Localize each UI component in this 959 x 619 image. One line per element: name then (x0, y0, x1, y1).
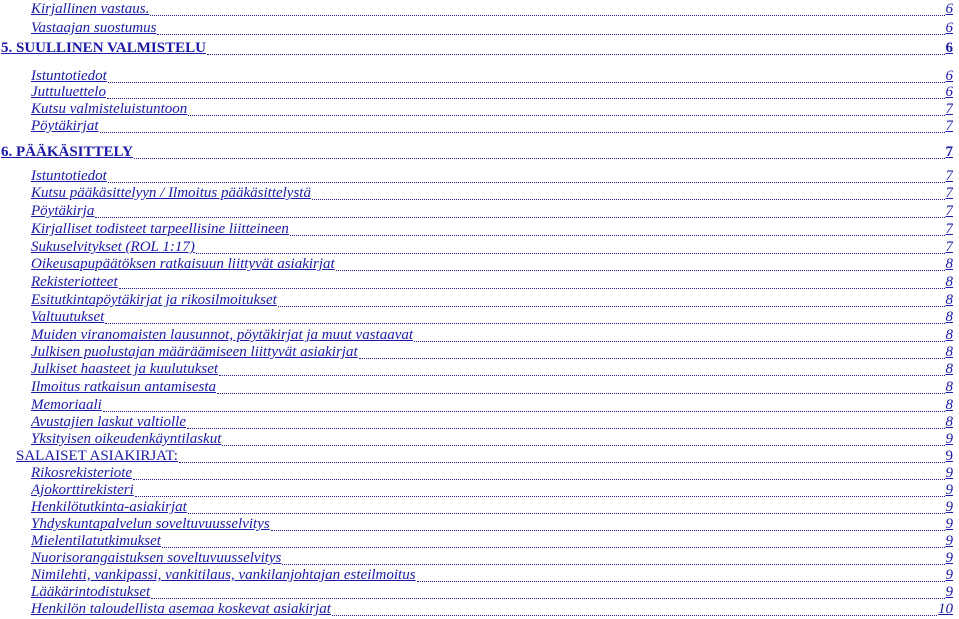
toc-entry-title: Pöytäkirja (31, 203, 95, 219)
toc-dot-leader (271, 518, 945, 531)
toc-entry-page: 9 (945, 431, 953, 447)
toc-entry-page: 7 (945, 185, 953, 201)
toc-entry-title: Rikosrekisteriote (31, 465, 133, 481)
toc-entry[interactable] (31, 464, 953, 481)
toc-dot-leader (150, 3, 944, 16)
toc-entry[interactable] (31, 378, 953, 395)
toc-entry-page: 9 (945, 499, 953, 515)
toc-dot-leader (151, 586, 944, 599)
toc-entry[interactable] (31, 83, 953, 100)
toc-entry-page: 8 (945, 361, 953, 377)
toc-entry[interactable] (31, 202, 953, 219)
toc-entry-page: 8 (945, 397, 953, 413)
toc-entry-title: Henkilön taloudellista asemaa koskevat asiakirjat (31, 601, 331, 617)
toc-entry-page: 6 (945, 84, 953, 100)
toc-dot-leader (332, 603, 937, 616)
toc-entry-title: Ilmoitus ratkaisun antamisesta (31, 379, 217, 395)
toc-entry-page: 7 (945, 239, 953, 255)
toc-entry-page: 6 (945, 68, 953, 84)
toc-entry[interactable] (31, 549, 953, 566)
toc-dot-leader (105, 311, 944, 324)
toc-entry[interactable] (31, 396, 953, 413)
toc-entry[interactable] (31, 360, 953, 377)
toc-entry-title: Ajokorttirekisteri (31, 482, 134, 498)
toc-entry-page: 8 (945, 327, 953, 343)
toc-entry-page: 9 (945, 533, 953, 549)
toc-entry[interactable] (31, 566, 953, 583)
toc-entry-page: 8 (945, 379, 953, 395)
toc-entry-page: 6 (945, 40, 953, 56)
toc-entry-title: Nimilehti, vankipassi, vankitilaus, vankilanjohtajan esteilmoitus (31, 567, 416, 583)
toc-dot-leader (157, 22, 944, 35)
toc-entry-page: 9 (945, 465, 953, 481)
toc-dot-leader (103, 399, 945, 412)
toc-dot-leader (119, 276, 945, 289)
toc-entry-title: Julkiset haasteet ja kuulutukset (31, 361, 219, 377)
toc-entry-page: 7 (945, 118, 953, 134)
toc-entry-title: Avustajien laskut valtiolle (31, 414, 186, 430)
toc-entry[interactable] (1, 143, 953, 160)
toc-entry-title: SALAISET ASIAKIRJAT: (16, 448, 178, 464)
toc-entry-title: Nuorisorangaistuksen soveltuvuusselvitys (31, 550, 282, 566)
toc-entry[interactable] (31, 308, 953, 325)
toc-entry[interactable] (31, 117, 953, 134)
toc-dot-leader (100, 120, 945, 133)
toc-entry[interactable] (31, 19, 953, 36)
toc-entry-page: 10 (938, 601, 953, 617)
toc-entry[interactable] (31, 515, 953, 532)
toc-entry-page: 7 (945, 168, 953, 184)
toc-entry-title: Rekisteriotteet (31, 274, 118, 290)
toc-entry[interactable] (16, 447, 953, 464)
toc-entry[interactable] (31, 238, 953, 255)
toc-entry-title: Julkisen puolustajan määräämiseen liittyvät asiakirjat (31, 344, 358, 360)
toc-entry-title: Valtuutukset (31, 309, 105, 325)
toc-entry-page: 8 (945, 414, 953, 430)
toc-entry-title: 5. SUULLINEN VALMISTELU (1, 40, 206, 56)
toc-entry[interactable] (31, 583, 953, 600)
toc-dot-leader (312, 187, 945, 200)
toc-dot-leader (222, 433, 944, 446)
toc-entry[interactable] (31, 481, 953, 498)
toc-entry-page: 6 (945, 1, 953, 17)
toc-entry-page: 8 (945, 292, 953, 308)
toc-entry[interactable] (31, 291, 953, 308)
toc-entry[interactable] (31, 498, 953, 515)
toc-entry-title: Mielentilatutkimukset (31, 533, 161, 549)
toc-entry[interactable] (31, 255, 953, 272)
toc-entry[interactable] (31, 0, 953, 17)
toc-entry-title: Kirjalliset todisteet tarpeellisine liitteineen (31, 221, 289, 237)
toc-entry-title: Kirjallinen vastaus. (31, 1, 150, 17)
toc-entry-title: Muiden viranomaisten lausunnot, pöytäkirjat ja muut vastaavat (31, 327, 414, 343)
toc-dot-leader (188, 103, 944, 116)
toc-dot-leader (282, 552, 944, 565)
toc-entry-title: Sukuselvitykset (ROL 1:17) (31, 239, 195, 255)
toc-dot-leader (135, 484, 945, 497)
toc-entry-title: Oikeusapupäätöksen ratkaisuun liittyvät asiakirjat (31, 256, 335, 272)
toc-entry[interactable] (31, 184, 953, 201)
toc-entry[interactable] (1, 39, 953, 56)
toc-entry-page: 9 (945, 482, 953, 498)
toc-entry-page: 8 (945, 274, 953, 290)
toc-dot-leader (95, 205, 944, 218)
toc-entry[interactable] (31, 326, 953, 343)
toc-entry-page: 7 (945, 221, 953, 237)
toc-entry[interactable] (31, 600, 953, 617)
toc-entry-page: 7 (945, 101, 953, 117)
toc-dot-leader (336, 258, 945, 271)
toc-entry-title: Istuntotiedot (31, 168, 107, 184)
toc-entry[interactable] (31, 67, 953, 84)
toc-dot-leader (414, 329, 944, 342)
toc-entry[interactable] (31, 100, 953, 117)
toc-dot-leader (134, 146, 945, 159)
toc-entry-page: 9 (945, 550, 953, 566)
toc-dot-leader (217, 381, 944, 394)
toc-entry-page: 9 (945, 584, 953, 600)
toc-dot-leader (207, 42, 945, 55)
toc-dot-leader (188, 501, 945, 514)
toc-entry[interactable] (31, 343, 953, 360)
toc-dot-leader (187, 416, 945, 429)
toc-dot-leader (162, 535, 945, 548)
toc-entry-title: Kutsu valmisteluistuntoon (31, 101, 188, 117)
toc-entry-title: Istuntotiedot (31, 68, 107, 84)
toc-entry-page: 9 (945, 448, 953, 464)
toc-entry[interactable] (31, 413, 953, 430)
toc-entry-title: Yksityisen oikeudenkäyntilaskut (31, 431, 222, 447)
toc-entry-title: Kutsu pääkäsittelyyn / Ilmoitus pääkäsittelystä (31, 185, 311, 201)
toc-entry-page: 9 (945, 567, 953, 583)
toc-entry[interactable] (31, 220, 953, 237)
toc-entry-title: Memoriaali (31, 397, 102, 413)
toc-dot-leader (133, 467, 944, 480)
toc-dot-leader (219, 363, 944, 376)
toc-entry-page: 8 (945, 309, 953, 325)
toc-entry-title: Henkilötutkinta-asiakirjat (31, 499, 187, 515)
toc-dot-leader (290, 223, 945, 236)
toc-entry-title: Yhdyskuntapalvelun soveltuvuusselvitys (31, 516, 270, 532)
toc-entry[interactable] (31, 273, 953, 290)
toc-entry[interactable] (31, 532, 953, 549)
toc-dot-leader (107, 86, 945, 99)
toc-entry[interactable] (31, 167, 953, 184)
toc-entry-page: 6 (945, 20, 953, 36)
toc-entry-page: 7 (945, 144, 953, 160)
toc-dot-leader (196, 241, 945, 254)
toc-dot-leader (359, 346, 945, 359)
toc-dot-leader (278, 294, 945, 307)
toc-entry-title: 6. PÄÄKÄSITTELY (1, 144, 133, 160)
toc-entry-title: Esitutkintapöytäkirjat ja rikosilmoitukset (31, 292, 277, 308)
toc-dot-leader (108, 70, 945, 83)
toc-dot-leader (417, 569, 945, 582)
toc-entry-title: Vastaajan suostumus (31, 20, 157, 36)
toc-entry-page: 9 (945, 516, 953, 532)
toc-dot-leader (179, 450, 945, 463)
toc-dot-leader (108, 170, 945, 183)
toc-entry[interactable] (31, 430, 953, 447)
toc-entry-title: Lääkärintodistukset (31, 584, 151, 600)
toc-entry-title: Pöytäkirjat (31, 118, 99, 134)
toc-entry-page: 7 (945, 203, 953, 219)
toc-entry-title: Juttuluettelo (31, 84, 106, 100)
toc-entry-page: 8 (945, 344, 953, 360)
toc-entry-page: 8 (945, 256, 953, 272)
